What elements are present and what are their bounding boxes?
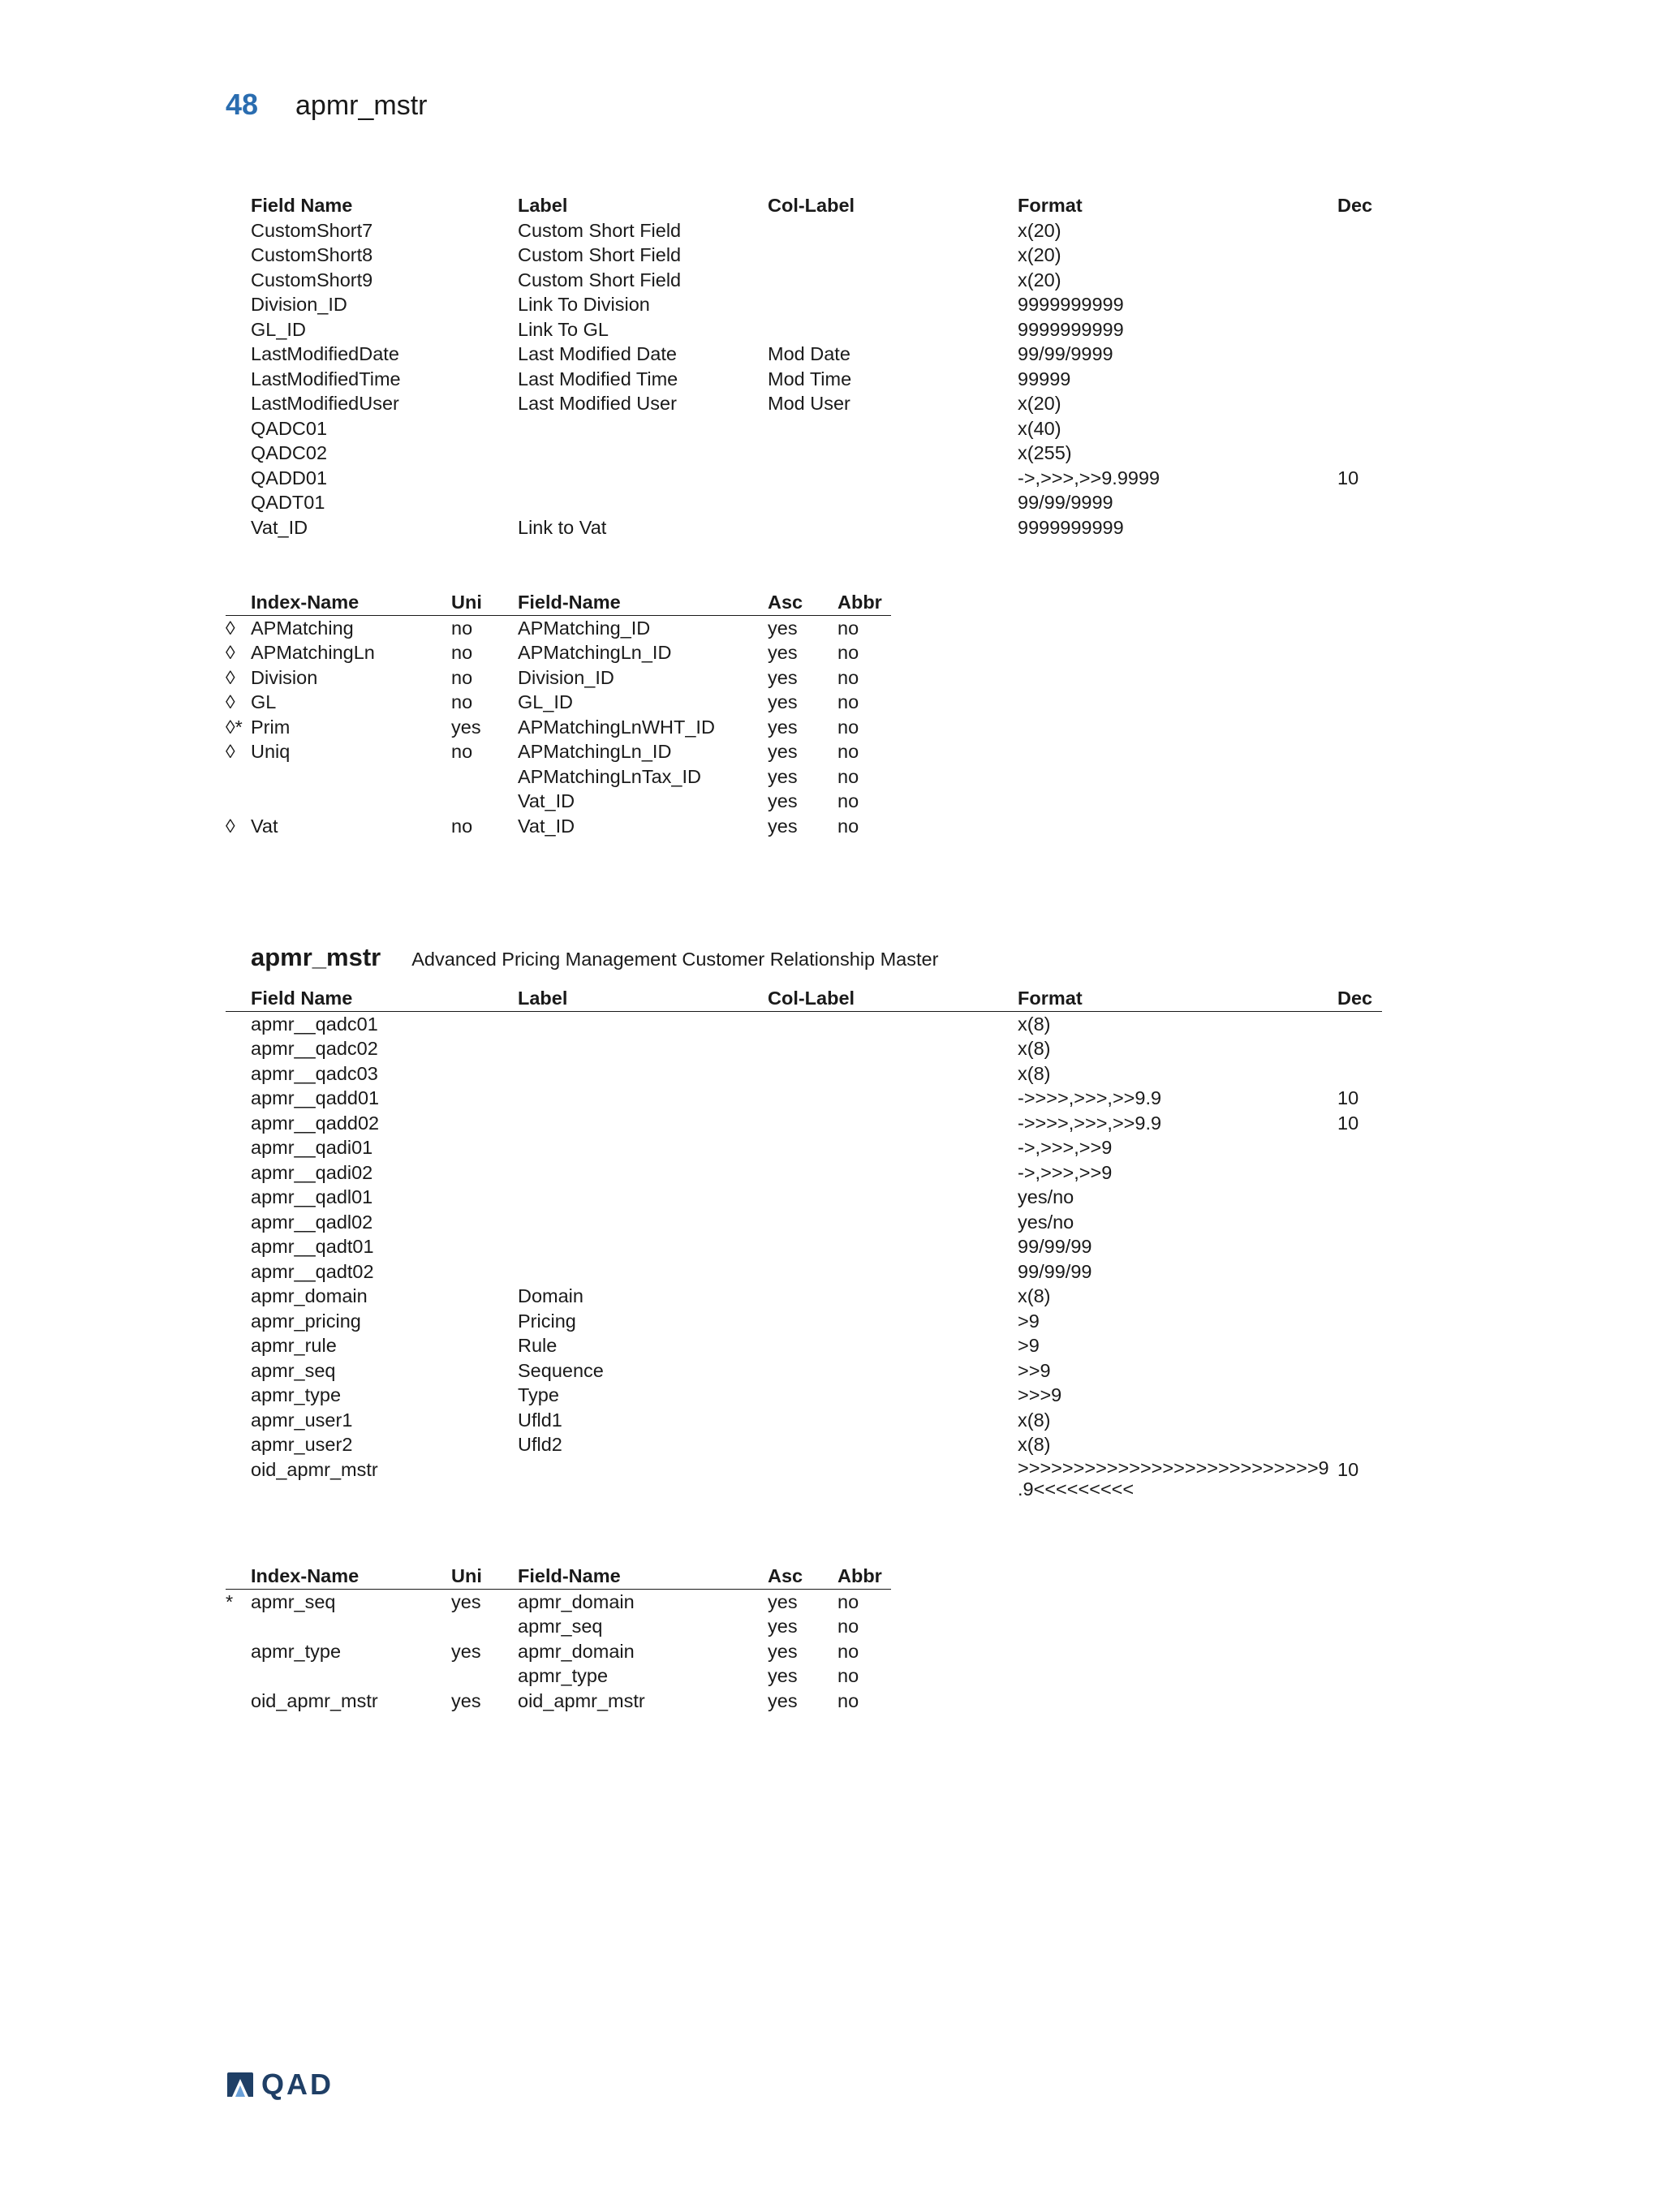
- cell-label: Rule: [518, 1335, 558, 1356]
- cell-field-name: apmr__qadd01: [251, 1087, 380, 1108]
- qad-logo: [226, 2068, 334, 2102]
- cell-format: 99999: [1018, 368, 1071, 389]
- cell-uni: no: [451, 815, 473, 837]
- table-row: [226, 1111, 1382, 1136]
- cell-col-label: Mod User: [768, 393, 850, 414]
- cell-format: x(20): [1018, 393, 1061, 414]
- header-abbr: Abbr: [837, 1565, 882, 1586]
- table-row: [226, 1185, 1382, 1210]
- cell-asc: yes: [768, 790, 798, 811]
- cell-format: >>9: [1018, 1359, 1051, 1381]
- cell-label: Custom Short Field: [518, 269, 682, 290]
- cell-field-name: apmr_rule: [251, 1335, 337, 1356]
- cell-format: ->>>>,>>>,>>9.9: [1018, 1087, 1162, 1108]
- cell-abbr: no: [837, 666, 859, 688]
- cell-field-name: oid_apmr_mstr: [518, 1689, 645, 1711]
- cell-uni: yes: [451, 1590, 481, 1612]
- cell-asc: yes: [768, 1590, 798, 1612]
- cell-field-name: Vat_ID: [518, 790, 575, 811]
- cell-asc: yes: [768, 691, 798, 712]
- cell-format-line: >>>>>>>>>>>>>>>>>>>>>>>>>>>9: [1018, 1457, 1329, 1478]
- cell-field-name: apmr__qadc03: [251, 1062, 378, 1084]
- cell-format: 9999999999: [1018, 318, 1124, 340]
- header-format: Format: [1018, 988, 1083, 1009]
- table-row: [226, 1457, 1382, 1503]
- cell-field-name: apmr__qadd02: [251, 1112, 380, 1134]
- index-row: [226, 690, 891, 715]
- cell-index-name: oid_apmr_mstr: [251, 1689, 378, 1711]
- header-dec: Dec: [1337, 988, 1373, 1009]
- cell-abbr: no: [837, 1616, 859, 1637]
- cell-col-label: Mod Date: [768, 343, 850, 364]
- index-marker: ◊*: [226, 716, 243, 738]
- cell-uni: yes: [451, 716, 481, 738]
- index-marker: ◊: [226, 815, 235, 837]
- index-row: [226, 1663, 891, 1689]
- cell-asc: yes: [768, 741, 798, 762]
- cell-format: x(8): [1018, 1038, 1051, 1059]
- header-col-label: Col-Label: [768, 988, 855, 1009]
- field-table-apmr: [226, 986, 1382, 1503]
- cell-format: 9999999999: [1018, 516, 1124, 538]
- cell-field-name: Division_ID: [518, 666, 614, 688]
- cell-field-name: apmr__qadl01: [251, 1186, 373, 1207]
- cell-label: Last Modified Date: [518, 343, 677, 364]
- table-row: [226, 1284, 1382, 1309]
- cell-field-name: apmr__qadl02: [251, 1211, 373, 1233]
- cell-field-name: oid_apmr_mstr: [251, 1458, 378, 1480]
- table-row: [226, 1333, 1382, 1358]
- cell-uni: yes: [451, 1640, 481, 1662]
- cell-index-name: Uniq: [251, 741, 291, 762]
- header-field-name: Field Name: [251, 195, 353, 216]
- cell-label: Pricing: [518, 1310, 576, 1332]
- index-table-body: [226, 616, 891, 839]
- cell-format: x(8): [1018, 1013, 1051, 1035]
- cell-field-name: apmr_seq: [251, 1359, 336, 1381]
- index-row: [226, 665, 891, 691]
- cell-label: Sequence: [518, 1359, 604, 1381]
- cell-field-name: apmr_domain: [518, 1590, 635, 1612]
- cell-field-name: apmr__qadt02: [251, 1260, 374, 1282]
- cell-format: x(8): [1018, 1409, 1051, 1431]
- page-header: [226, 88, 427, 122]
- cell-field-name: QADC01: [251, 417, 328, 439]
- cell-format: ->>>>,>>>,>>9.9: [1018, 1112, 1162, 1134]
- cell-index-name: APMatching: [251, 617, 354, 639]
- header-field-name: Field Name: [251, 988, 353, 1009]
- header-index-name: Index-Name: [251, 592, 360, 613]
- header-uni: Uni: [451, 1565, 482, 1586]
- cell-abbr: no: [837, 741, 859, 762]
- cell-label: Ufld1: [518, 1409, 562, 1431]
- table-row: [226, 1358, 1382, 1384]
- cell-format: >9: [1018, 1310, 1040, 1332]
- table-row: [226, 1234, 1382, 1259]
- field-table-body: [226, 1012, 1382, 1457]
- cell-dec: 10: [1337, 467, 1359, 488]
- index-marker: ◊: [226, 642, 235, 663]
- header-col-label: Col-Label: [768, 195, 855, 216]
- cell-abbr: no: [837, 642, 859, 663]
- cell-field-name: APMatching_ID: [518, 617, 651, 639]
- cell-asc: yes: [768, 716, 798, 738]
- index-table-continued: [226, 590, 891, 838]
- cell-field-name: Vat_ID: [518, 815, 575, 837]
- index-row: [226, 640, 891, 665]
- index-row: [226, 764, 891, 790]
- cell-field-name: apmr_domain: [251, 1285, 368, 1306]
- cell-format: ->,>>>,>>9: [1018, 1137, 1113, 1158]
- section-name: apmr_mstr: [251, 943, 381, 971]
- cell-abbr: no: [837, 1640, 859, 1662]
- cell-field-name: APMatchingLnTax_ID: [518, 765, 701, 787]
- cell-index-name: GL: [251, 691, 277, 712]
- cell-abbr: no: [837, 1689, 859, 1711]
- cell-asc: yes: [768, 815, 798, 837]
- cell-format: x(8): [1018, 1434, 1051, 1455]
- cell-abbr: no: [837, 716, 859, 738]
- cell-format: >9: [1018, 1335, 1040, 1356]
- cell-asc: yes: [768, 666, 798, 688]
- cell-uni: no: [451, 617, 473, 639]
- table-row: [226, 1408, 1382, 1433]
- cell-format: x(40): [1018, 417, 1061, 439]
- cell-field-name: Vat_ID: [251, 516, 308, 538]
- header-asc: Asc: [768, 1565, 803, 1586]
- cell-format: x(255): [1018, 442, 1072, 463]
- index-table-apmr: [226, 1564, 891, 1713]
- cell-index-name: Vat: [251, 815, 278, 837]
- cell-uni: no: [451, 666, 473, 688]
- logo-text: QAD: [261, 2068, 334, 2101]
- cell-field-name: apmr_domain: [518, 1640, 635, 1662]
- cell-label: Link to Vat: [518, 516, 607, 538]
- header-uni: Uni: [451, 592, 482, 613]
- cell-field-name: apmr_user2: [251, 1434, 353, 1455]
- cell-field-name: apmr_user1: [251, 1409, 353, 1431]
- index-header-row: [226, 590, 891, 616]
- cell-field-name: LastModifiedUser: [251, 393, 399, 414]
- cell-field-name: apmr__qadi02: [251, 1161, 373, 1183]
- cell-field-name: GL_ID: [251, 318, 306, 340]
- cell-asc: yes: [768, 642, 798, 663]
- index-row: [226, 814, 891, 839]
- cell-field-name: GL_ID: [518, 691, 573, 712]
- cell-uni: no: [451, 741, 473, 762]
- cell-format: x(8): [1018, 1062, 1051, 1084]
- table-row: [226, 1210, 1382, 1235]
- cell-asc: yes: [768, 1689, 798, 1711]
- table-row: [226, 1259, 1382, 1285]
- cell-abbr: no: [837, 790, 859, 811]
- index-marker: ◊: [226, 691, 235, 712]
- index-row: [226, 1590, 891, 1615]
- cell-abbr: no: [837, 815, 859, 837]
- cell-field-name: apmr__qadc01: [251, 1013, 378, 1035]
- cell-format: x(20): [1018, 219, 1061, 241]
- cell-field-name: LastModifiedTime: [251, 368, 401, 389]
- cell-index-name: Prim: [251, 716, 291, 738]
- cell-field-name: CustomShort8: [251, 244, 373, 265]
- index-row: [226, 789, 891, 814]
- cell-format: [1018, 1457, 1329, 1500]
- cell-asc: yes: [768, 617, 798, 639]
- cell-format: 99/99/99: [1018, 1260, 1092, 1282]
- cell-label: Link To Division: [518, 294, 650, 315]
- table-row: [226, 1036, 1382, 1061]
- cell-abbr: no: [837, 765, 859, 787]
- cell-abbr: no: [837, 691, 859, 712]
- table-row: [226, 1135, 1382, 1160]
- index-row: [226, 616, 891, 641]
- cell-field-name: Division_ID: [251, 294, 347, 315]
- cell-abbr: no: [837, 617, 859, 639]
- qad-logo-icon: [226, 2071, 255, 2098]
- cell-index-name: APMatchingLn: [251, 642, 375, 663]
- cell-asc: yes: [768, 1640, 798, 1662]
- section-title: [251, 943, 938, 972]
- index-row: [226, 715, 891, 740]
- cell-label: Ufld2: [518, 1434, 562, 1455]
- cell-format: x(20): [1018, 269, 1061, 290]
- cell-field-name: apmr_pricing: [251, 1310, 361, 1332]
- cell-col-label: Mod Time: [768, 368, 852, 389]
- cell-label: Last Modified Time: [518, 368, 678, 389]
- cell-label: Last Modified User: [518, 393, 677, 414]
- cell-field-name: APMatchingLnWHT_ID: [518, 716, 715, 738]
- cell-format: x(20): [1018, 244, 1061, 265]
- cell-field-name: APMatchingLn_ID: [518, 642, 672, 663]
- cell-uni: no: [451, 691, 473, 712]
- cell-index-name: Division: [251, 666, 318, 688]
- cell-field-name: apmr_type: [251, 1384, 342, 1405]
- header-abbr: Abbr: [837, 592, 882, 613]
- cell-format: x(8): [1018, 1285, 1051, 1306]
- index-marker: *: [226, 1590, 234, 1612]
- header-dec: Dec: [1337, 195, 1373, 216]
- cell-label: Custom Short Field: [518, 244, 682, 265]
- cell-field-name: QADD01: [251, 467, 328, 488]
- cell-format: 99/99/9999: [1018, 492, 1113, 513]
- table-row: [226, 1061, 1382, 1087]
- index-header-row: [226, 1564, 891, 1590]
- cell-field-name: apmr__qadi01: [251, 1137, 373, 1158]
- table-header-row: [226, 986, 1382, 1012]
- header-label: Label: [518, 195, 568, 216]
- header-format: Format: [1018, 195, 1083, 216]
- index-table-body: [226, 1590, 891, 1714]
- cell-field-name: apmr_seq: [518, 1616, 603, 1637]
- cell-index-name: apmr_seq: [251, 1590, 336, 1612]
- index-row: [226, 1614, 891, 1639]
- header-asc: Asc: [768, 592, 803, 613]
- cell-field-name: apmr__qadc02: [251, 1038, 378, 1059]
- cell-dec: 10: [1337, 1112, 1359, 1134]
- cell-uni: yes: [451, 1689, 481, 1711]
- table-row: [226, 1432, 1382, 1457]
- page-title: apmr_mstr: [295, 90, 428, 121]
- index-marker: ◊: [226, 741, 235, 762]
- cell-dec: 10: [1337, 1087, 1359, 1108]
- cell-abbr: no: [837, 1665, 859, 1686]
- cell-index-name: apmr_type: [251, 1640, 342, 1662]
- cell-label: Type: [518, 1384, 559, 1405]
- cell-asc: yes: [768, 1616, 798, 1637]
- cell-format: 9999999999: [1018, 294, 1124, 315]
- cell-field-name: apmr__qadt01: [251, 1236, 374, 1257]
- cell-format: ->,>>>,>>9: [1018, 1161, 1113, 1183]
- cell-field-name: APMatchingLn_ID: [518, 741, 672, 762]
- header-index-name: Index-Name: [251, 1565, 360, 1586]
- header-field-name: Field-Name: [518, 592, 621, 613]
- cell-label: Link To GL: [518, 318, 609, 340]
- header-label: Label: [518, 988, 568, 1009]
- table-row: [226, 1383, 1382, 1408]
- cell-field-name: LastModifiedDate: [251, 343, 399, 364]
- cell-label: Domain: [518, 1285, 583, 1306]
- cell-label: Custom Short Field: [518, 219, 682, 241]
- cell-dec: 10: [1337, 1458, 1359, 1480]
- index-row: [226, 739, 891, 764]
- cell-field-name: apmr_type: [518, 1665, 609, 1686]
- page-number: 48: [226, 88, 259, 121]
- index-row: [226, 1689, 891, 1714]
- cell-format: yes/no: [1018, 1186, 1074, 1207]
- cell-format-line: .9<<<<<<<<<: [1018, 1478, 1135, 1500]
- table-row: [226, 1309, 1382, 1334]
- cell-format: 99/99/9999: [1018, 343, 1113, 364]
- header-field-name: Field-Name: [518, 1565, 621, 1586]
- cell-asc: yes: [768, 1665, 798, 1686]
- cell-format: >>>9: [1018, 1384, 1062, 1405]
- cell-format: yes/no: [1018, 1211, 1074, 1233]
- table-row: [226, 1012, 1382, 1037]
- cell-uni: no: [451, 642, 473, 663]
- table-row: [226, 1086, 1382, 1111]
- cell-field-name: CustomShort9: [251, 269, 373, 290]
- index-marker: ◊: [226, 617, 235, 639]
- cell-field-name: QADT01: [251, 492, 325, 513]
- cell-asc: yes: [768, 765, 798, 787]
- table-row: [226, 1160, 1382, 1186]
- cell-field-name: CustomShort7: [251, 219, 373, 241]
- cell-format: 99/99/99: [1018, 1236, 1092, 1257]
- cell-field-name: QADC02: [251, 442, 328, 463]
- index-row: [226, 1639, 891, 1664]
- cell-format: ->,>>>,>>9.9999: [1018, 467, 1160, 488]
- index-marker: ◊: [226, 666, 235, 688]
- cell-abbr: no: [837, 1590, 859, 1612]
- section-description: Advanced Pricing Management Customer Relationship Master: [411, 949, 939, 970]
